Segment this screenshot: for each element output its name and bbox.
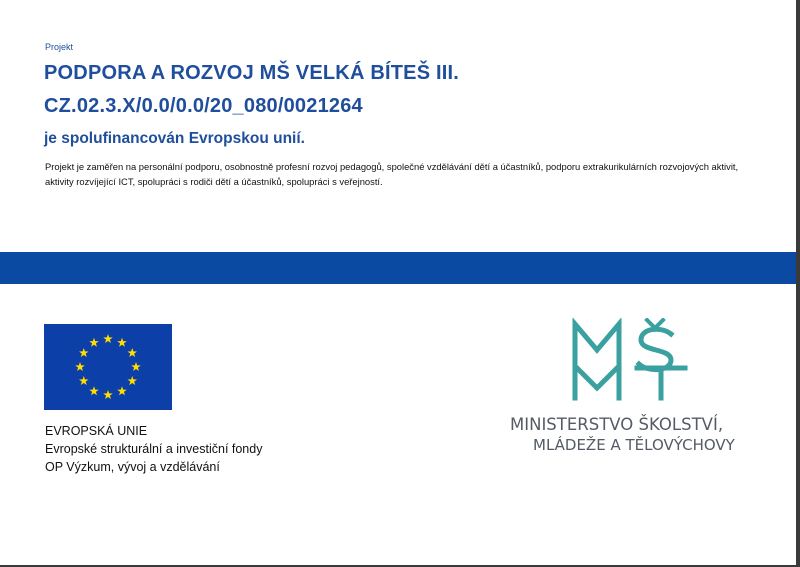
blue-band-divider <box>0 252 796 284</box>
project-title: PODPORA A ROZVOJ MŠ VELKÁ BÍTEŠ III. <box>44 62 460 84</box>
eu-text-block <box>45 422 262 476</box>
project-label: Projekt <box>45 42 74 52</box>
eu-funds: Evropské strukturální a investiční fondy <box>45 442 263 456</box>
project-description: Projekt je zaměřen na personální podporu, osobnostně profesní rozvoj pedagogů, společné vzdělávání dětí a účastníků, podporu extrakurikulárních rozvojových aktivit, aktivity rozvíjející ICT, spolupráci s rodiči dětí a účastníků, spolupráci s veřejností. <box>45 161 739 187</box>
cofinancing-statement: je spolufinancován Evropskou unií. <box>44 130 305 147</box>
msmt-logo-icon <box>505 318 775 458</box>
eu-flag-icon <box>44 324 172 410</box>
eu-name: EVROPSKÁ UNIE <box>45 424 148 438</box>
project-code: CZ.02.3.X/0.0/0.0/20_080/0021264 <box>44 95 363 117</box>
ministry-line1: MINISTERSTVO ŠKOLSTVÍ, <box>510 415 724 434</box>
eu-programme: OP Výzkum, vývoj a vzdělávání <box>45 460 220 474</box>
ministry-line2: MLÁDEŽE A TĚLOVÝCHOVY <box>533 436 735 454</box>
